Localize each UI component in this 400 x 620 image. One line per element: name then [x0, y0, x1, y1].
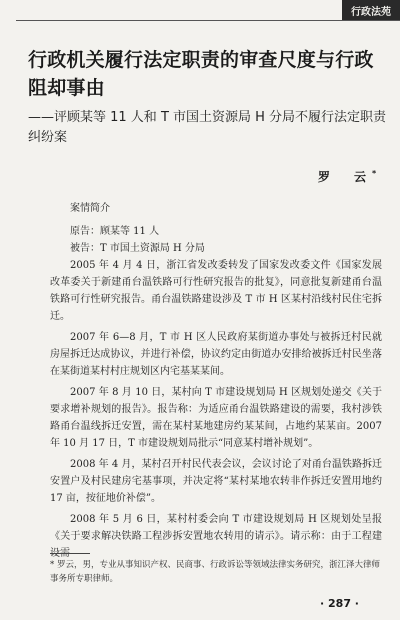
author-line: [318, 168, 376, 185]
article-title: 行政机关履行法定职责的审查尺度与行政阻却事由: [28, 49, 374, 99]
section-tab: [342, 0, 400, 20]
section-heading: 案情简介: [70, 203, 110, 214]
page-number: · 287 ·: [320, 597, 359, 610]
author-footnote-mark: *: [372, 169, 377, 178]
top-rule: [16, 20, 400, 21]
body-paragraph: 2005 年 4 月 4 日，浙江省发改委转发了国家发改委文件《国家发展改革委关于新建甬台温铁路可行性研究报告的批复》，同意批复新建甬台温铁路可行性研究报告。甬台温铁路建设涉及 T 市 H 区某村沿线村民住宅拆迁。: [50, 260, 382, 322]
footnote-text: 罗云，男，专业从事知识产权、民商事、行政诉讼等领域法律实务研究，浙江泽大律师事务所专职律师。: [50, 560, 380, 584]
plaintiff-line: 原告：顾某等 11 人: [70, 226, 160, 237]
author-name: 罗 云: [318, 170, 373, 184]
footnote-mark: *: [50, 560, 55, 570]
defendant-line: 被告：T 市国土资源局 H 分局: [70, 243, 205, 254]
footnote: [50, 558, 382, 586]
article-subtitle: ——评顾某等 11 人和 T 市国土资源局 H 分局不履行法定职责纠纷案: [28, 110, 387, 145]
article-body: [50, 200, 382, 562]
footnote-rule: [50, 553, 90, 554]
section-tab-label: 行政法苑: [351, 6, 391, 18]
body-paragraph: 2007 年 6—8 月，T 市 H 区人民政府某街道办事处与被拆迁村民就房屋拆迁达成协议，并进行补偿，协议约定由街道办安排给被拆迁村民坐落在某街道某村村庄规划区内宅基某某间。: [50, 332, 382, 377]
body-paragraph: 2008 年 4 月，某村召开村民代表会议，会议讨论了对甬台温铁路拆迁安置户及村民建房宅基事项，并决定将“某村某地农转非作拆迁安置用地约 17 亩，按征地价补偿”。: [50, 459, 382, 504]
body-paragraph: 2008 年 5 月 6 日，某村村委会向 T 市建设规划局 H 区规划处呈报《关于要求解决铁路工程涉拆安置地农转用的请示》。请示称：由于工程建设需: [50, 514, 382, 559]
body-paragraph: 2007 年 8 月 10 日，某村向 T 市建设规划局 H 区规划处递交《关于要求增补规划的报告》。报告称：为适应甬台温铁路建设的需要，我村涉铁路甬台温线拆迁安置，需在某村某地建房约某某间，占地约某某亩。2007 年 10 月 17 日，T 市建设规划局批示“同意某村增补规划”。: [50, 387, 382, 449]
